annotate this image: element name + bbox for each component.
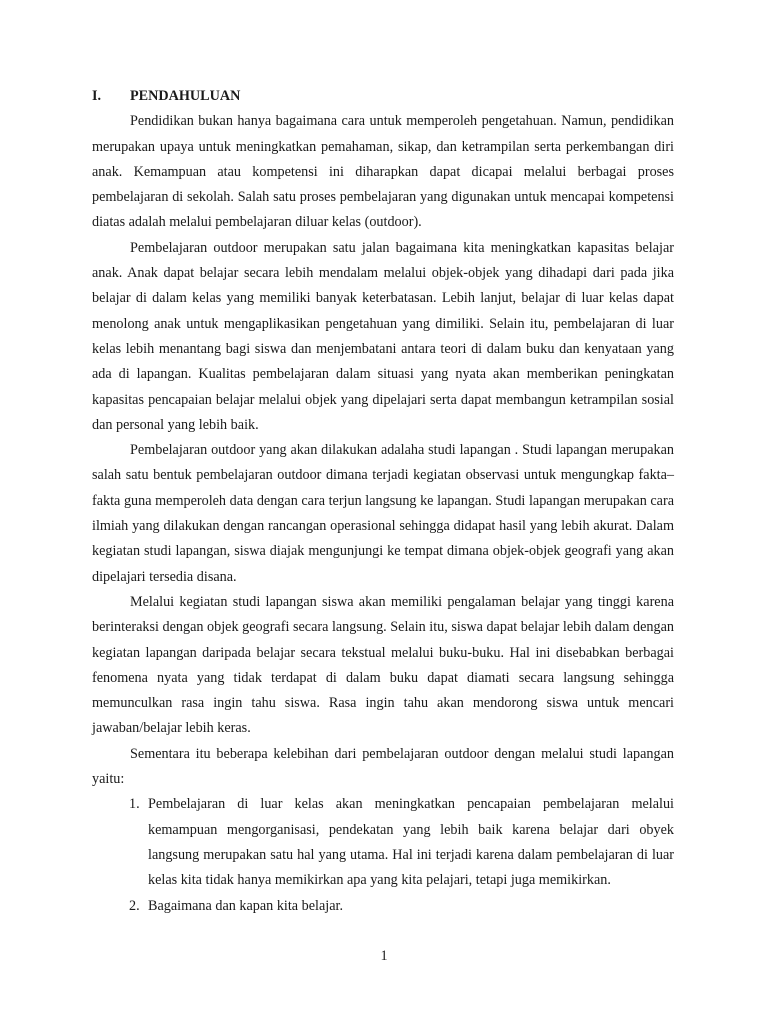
paragraph: Pembelajaran outdoor yang akan dilakukan adalaha studi lapangan . Studi lapangan merupakan salah satu bentuk pembelajaran outdoor dimana terjadi kegiatan observasi untuk mengungkap fakta–fakta guna memperoleh data dengan cara terjun langsung ke lapangan. Studi lapangan merupakan cara ilmiah yang dilakukan dengan rancangan operasional sehingga didapat hasil yang lebih akurat. Dalam kegiatan studi lapangan, siswa diajak mengunjungi ke tempat dimana objek-objek geografi yang akan dipelajari tersedia disana. xyxy=(92,442,674,585)
paragraph: Sementara itu beberapa kelebihan dari pembelajaran outdoor dengan melalui studi lapangan yaitu: xyxy=(92,745,674,788)
section-heading xyxy=(92,84,674,109)
list-item xyxy=(129,792,674,893)
section-number: I. xyxy=(92,88,102,104)
page-number: 1 xyxy=(380,948,388,964)
list-marker: 2. xyxy=(129,897,140,914)
list-item-text: Pembelajaran di luar kelas akan meningkatkan pencapaian pembelajaran melalui kemampuan mengorganisasi, pendekatan yang lebih baik karena belajar dari obyek langsung merupakan satu hal yang utama. Hal ini terjadi karena dalam pembelajaran di luar kelas kita tidak hanya memikirkan apa yang kita pelajari, tetapi juga memikirkan. xyxy=(148,796,674,889)
list-item xyxy=(129,894,674,919)
section-title: PENDAHULUAN xyxy=(130,88,241,104)
list-marker: 1. xyxy=(129,796,140,813)
page-content xyxy=(92,84,674,919)
paragraph: Pembelajaran outdoor merupakan satu jalan bagaimana kita meningkatkan kapasitas belajar anak. Anak dapat belajar secara lebih mendalam melalui objek-objek yang dihadapi dari pada jika belajar di dalam kelas yang memiliki banyak keterbatasan. Lebih lanjut, belajar di luar kelas dapat menolong anak untuk mengaplikasikan pengetahuan yang dimiliki. Selain itu, pembelajaran di luar kelas lebih menantang bagi siswa dan menjembatani antara teori di dalam buku dan kenyataan yang ada di lapangan. Kualitas pembelajaran dalam situasi yang nyata akan memberikan peningkatan kapasitas pencapaian belajar melalui objek yang dipelajari serta dapat membangun ketrampilan sosial dan personal yang lebih baik. xyxy=(92,239,674,433)
list-item-text: Bagaimana dan kapan kita belajar. xyxy=(148,897,343,914)
paragraph: Pendidikan bukan hanya bagaimana cara untuk memperoleh pengetahuan. Namun, pendidikan merupakan upaya untuk meningkatkan pemahaman, sikap, dan ketrampilan serta perkembangan diri anak. Kemampuan atau kompetensi ini diharapkan dapat dicapai melalui berbagai proses pembelajaran di sekolah. Salah satu proses pembelajaran yang digunakan untuk mencapai kompetensi diatas adalah melalui pembelajaran diluar kelas (outdoor). xyxy=(92,113,674,231)
advantages-list xyxy=(92,792,674,918)
paragraph: Melalui kegiatan studi lapangan siswa akan memiliki pengalaman belajar yang tinggi karena berinteraksi dengan objek geografi secara langsung. Selain itu, siswa dapat belajar lebih dalam dengan kegiatan lapangan daripada belajar secara tekstual melalui buku-buku. Hal ini disebabkan berbagai fenomena nyata yang tidak terdapat di dalam buku dapat diamati secara langsung sehingga memunculkan rasa ingin tahu siswa. Rasa ingin tahu akan mendorong siswa untuk mencari jawaban/belajar lebih keras. xyxy=(92,593,674,737)
